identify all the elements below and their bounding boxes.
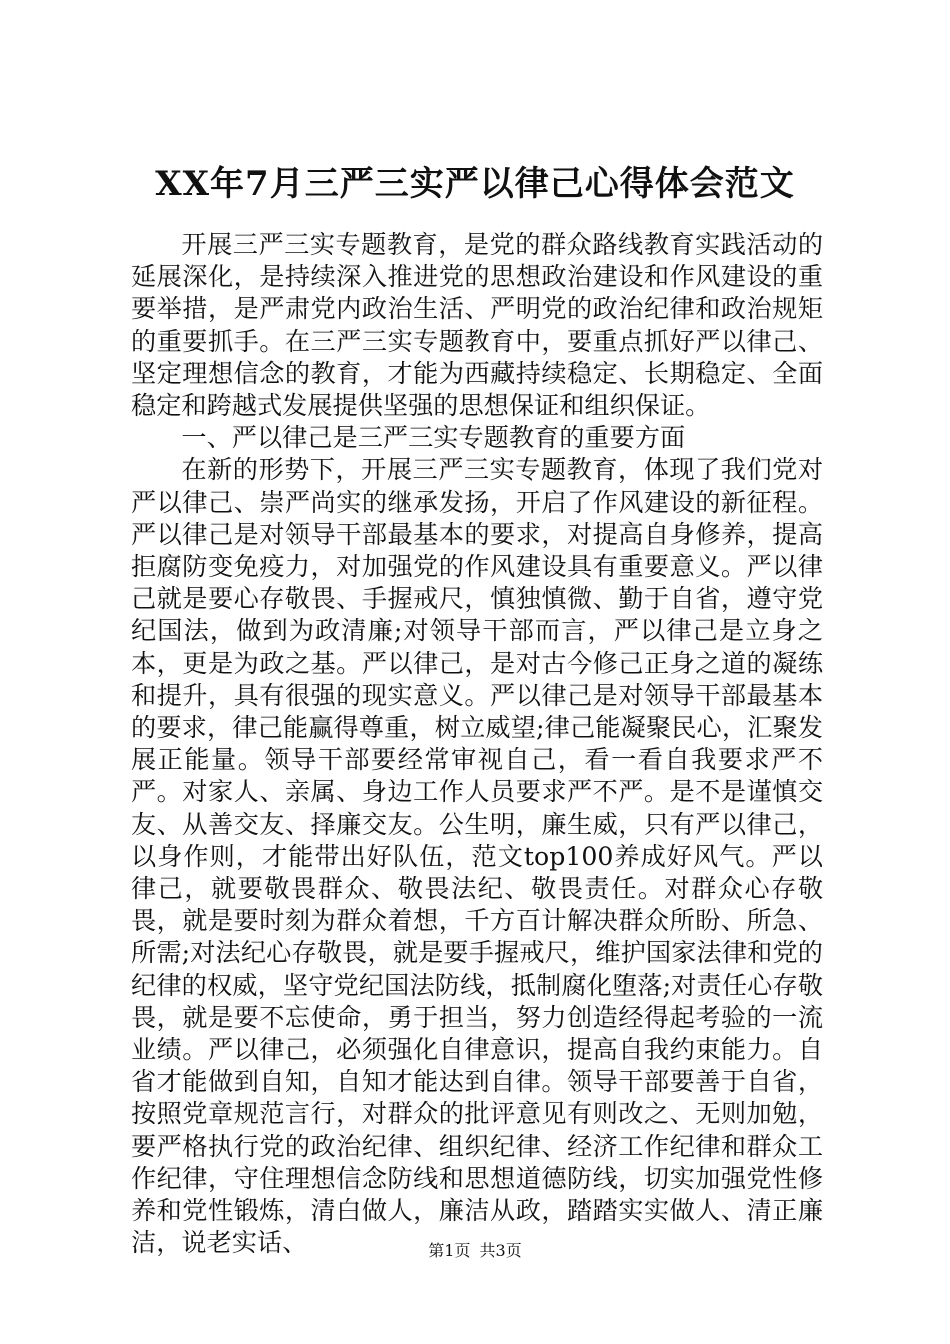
paragraph-section-one: 在新的形势下，开展三严三实专题教育，体现了我们党对严以律己、崇严尚实的继承发扬，开启了作风建设的新征程。严以律己是对领导干部最基本的要求，对提高自身修养，提高拒腐防变免疫力，对加强党的作风建设具有重要意义。严以律己就是要心存敬畏、手握戒尺，慎独慎微、勤于自省，遵守党纪国法，做到为政清廉;对领导干部而言，严以律己是立身之本，更是为政之基。严以律己，是对古今修己正身之道的凝练和提升，具有很强的现实意义。严以律己是对领导干部最基本的要求，律己能赢得尊重，树立威望;律己能凝聚民心，汇聚发展正能量。领导干部要经常审视自己，看一看自我要求严不严。对家人、亲属、身边工作人员要求严不严。是不是谨慎交友、从善交友、择廉交友。公生明，廉生威，只有严以律己，以身作则，才能带出好队伍，范文top100养成好风气。严以律己，就要敬畏群众、敬畏法纪、敬畏责任。对群众心存敬畏，就是要时刻为群众着想，千方百计解决群众所盼、所急、所需;对法纪心存敬畏，就是要手握戒尺，维护国家法律和党的纪律的权威，坚守党纪国法防线，抵制腐化堕落;对责任心存敬畏，就是要不忘使命，勇于担当，努力创造经得起考验的一流业绩。严以律己，必须强化自律意识，提高自我约束能力。自省才能做到自知，自知才能达到自律。领导干部要善于自省，按照党章规范言行，对群众的批评意见有则改之、无则加勉，要严格执行党的政治纪律、组织纪律、经济工作纪律和群众工作纪律，守住理想信念防线和思想道德防线，切实加强党性修养和党性锻炼，清白做人，廉洁从政，踏踏实实做人、清正廉洁，说老实话、 <box>131 455 823 1258</box>
page-footer <box>0 1240 950 1262</box>
page-number: 第1页 <box>428 1241 471 1260</box>
section-heading: 一、严以律己是三严三实专题教育的重要方面 <box>181 423 686 453</box>
page-total: 共3页 <box>479 1241 522 1260</box>
document-body <box>131 229 823 1260</box>
paragraph-intro: 开展三严三实专题教育，是党的群众路线教育实践活动的延展深化，是持续深入推进党的思想政治建设和作风建设的重要举措，是严肃党内政治生活、严明党的政治纪律和政治规矩的重要抓手。在三严三实专题教育中，要重点抓好严以律己、坚定理想信念的教育，才能为西藏持续稳定、长期稳定、全面稳定和跨越式发展提供坚强的思想保证和组织保证。 <box>131 230 823 421</box>
document-title: XX年7月三严三实严以律己心得体会范文 <box>155 164 795 204</box>
